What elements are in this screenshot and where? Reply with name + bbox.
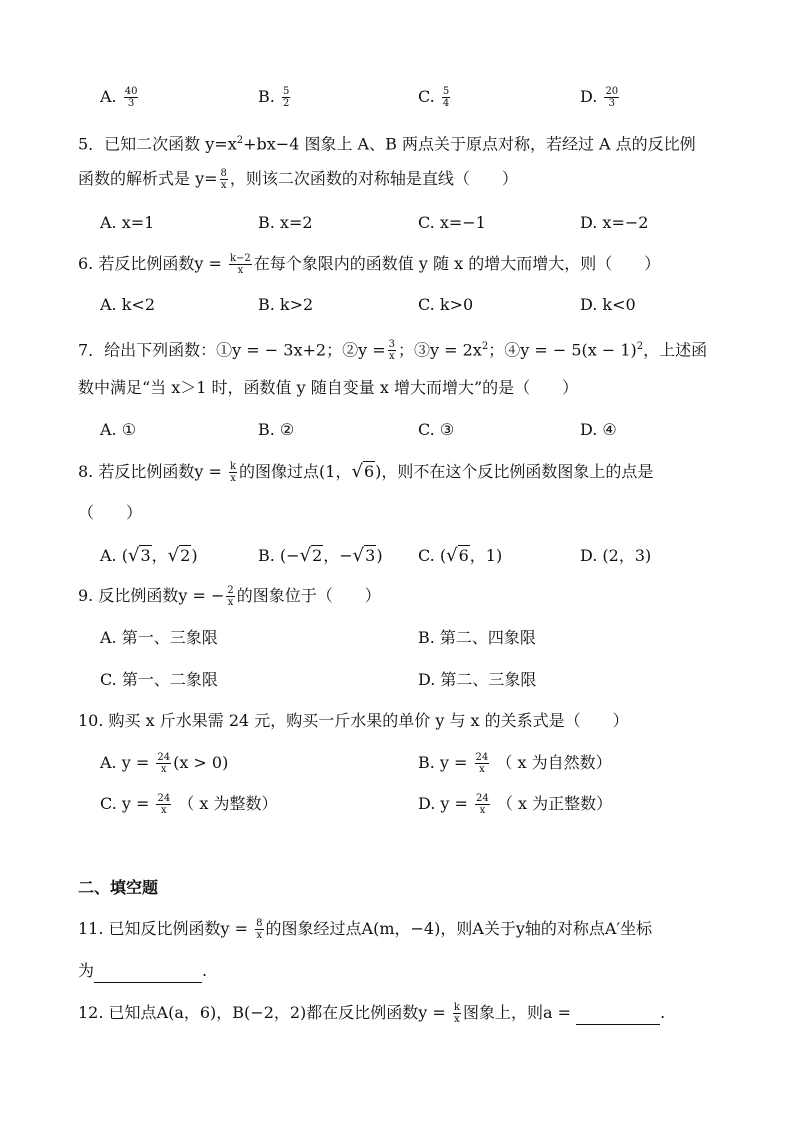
q7-option-a: A. ① xyxy=(100,420,137,439)
fraction: $\frac{40}{3}$ xyxy=(124,86,138,109)
q7-option-c: C. ③ xyxy=(418,420,455,439)
q10-option-b: B. y = $\frac{24}{x}$ （ x 为自然数） xyxy=(418,752,612,775)
answer-blank[interactable] xyxy=(576,1002,660,1025)
fraction: $\frac{5}{4}$ xyxy=(442,86,450,109)
q9-option-c: C. 第一、二象限 xyxy=(100,670,218,689)
fraction: $\frac{k-2}{x}$ xyxy=(229,253,251,276)
q10-option-c: C. y = $\frac{24}{x}$ （ x 为整数） xyxy=(100,793,278,816)
q5-stem-line2: 函数的解析式是 y= $\frac{8}{x}$ ，则该二次函数的对称轴是直线（ ） xyxy=(78,168,518,191)
q5-option-c: C. x=−1 xyxy=(418,213,486,232)
q9-option-d: D. 第二、三象限 xyxy=(418,670,537,689)
q10-stem: 10. 购买 x 斤水果需 24 元，购买一斤水果的单价 y 与 x 的关系式是（ ） xyxy=(78,711,629,730)
q7-stem-line1: 7．给出下列函数：①y = − 3x+2；②y = $\frac{3}{x}$ ；③y = $2x^2$；④y = − $5(x - 1)^2$，上述函 xyxy=(78,339,708,363)
q11-stem-line1: 11. 已知反比例函数y = $\frac{8}{x}$ 的图象经过点A(m，−4)，则A关于y轴的对称点A′坐标 xyxy=(78,918,653,941)
q8-option-d: D. (2，3) xyxy=(580,546,652,565)
q10-option-d: D. y = $\frac{24}{x}$ （ x 为正整数） xyxy=(418,793,613,816)
q7-option-d: D. ④ xyxy=(580,420,617,439)
q6-option-b: B. k>2 xyxy=(258,295,314,314)
q6-option-d: D. k<0 xyxy=(580,295,636,314)
fraction: $\frac{8}{x}$ xyxy=(256,918,263,941)
q4-option-c: C. $\frac{5}{4}$ xyxy=(418,86,450,109)
q8-option-c: C. (√6，1) xyxy=(418,545,503,566)
q5-option-d: D. x=−2 xyxy=(580,213,649,232)
q7-option-b: B. ② xyxy=(258,420,295,439)
q9-option-b: B. 第二、四象限 xyxy=(418,628,536,647)
fraction: $\frac{20}{3}$ xyxy=(605,86,619,109)
q4-option-a: A. $\frac{40}{3}$ xyxy=(100,86,138,109)
q4-option-b: B. $\frac{5}{2}$ xyxy=(258,86,290,109)
answer-blank[interactable] xyxy=(94,960,202,983)
sqrt: √6 xyxy=(351,461,375,482)
q9-option-a: A. 第一、三象限 xyxy=(100,628,218,647)
q6-option-a: A. k<2 xyxy=(100,295,156,314)
q12-stem: 12. 已知点A(a，6)，B(−2，2)都在反比例函数y = $\frac{k}{x}$ 图象上，则a = . xyxy=(78,1002,666,1025)
q5-stem-line1: 5．已知二次函数 $y=x^2+bx-4$ 图象上 A、B 两点关于原点对称，若经过 A 点的反比例 xyxy=(78,134,696,154)
q8-stem-line1: 8. 若反比例函数y = $\frac{k}{x}$ 的图像过点(1，√6)，则不在这个反比例函数图象上的点是 xyxy=(78,461,654,484)
q8-option-a: A. (√3，√2) xyxy=(100,545,198,566)
q9-stem: 9. 反比例函数y = − $\frac{2}{x}$ 的图象位于（ ） xyxy=(78,585,381,608)
fraction: $\frac{2}{x}$ xyxy=(227,585,234,608)
fraction: $\frac{8}{x}$ xyxy=(220,168,227,191)
q6-stem: 6. 若反比例函数y = $\frac{k-2}{x}$ 在每个象限内的函数值 y 随 x 的增大而增大，则（ ） xyxy=(78,253,661,276)
q5-option-b: B. x=2 xyxy=(258,213,313,232)
fraction: $\frac{k}{x}$ xyxy=(453,1002,460,1025)
fraction: $\frac{5}{2}$ xyxy=(282,86,290,109)
q4-option-d: D. $\frac{20}{3}$ xyxy=(580,86,619,109)
q6-option-c: C. k>0 xyxy=(418,295,474,314)
q7-stem-line2: 数中满足“当 x＞1 时，函数值 y 随自变量 x 增大而增大”的是（ ） xyxy=(78,378,579,397)
q5-option-a: A. x=1 xyxy=(100,213,155,232)
q10-option-a: A. y = $\frac{24}{x}$ (x > 0) xyxy=(100,752,229,775)
q8-stem-line2: （ ） xyxy=(78,503,143,522)
q11-stem-line2: 为 . xyxy=(78,960,207,983)
fraction: $\frac{k}{x}$ xyxy=(229,461,237,484)
q8-option-b: B. (−√2，−√3) xyxy=(258,545,383,566)
fraction: $\frac{3}{x}$ xyxy=(388,339,395,363)
section-title: 二、填空题 xyxy=(78,878,159,897)
